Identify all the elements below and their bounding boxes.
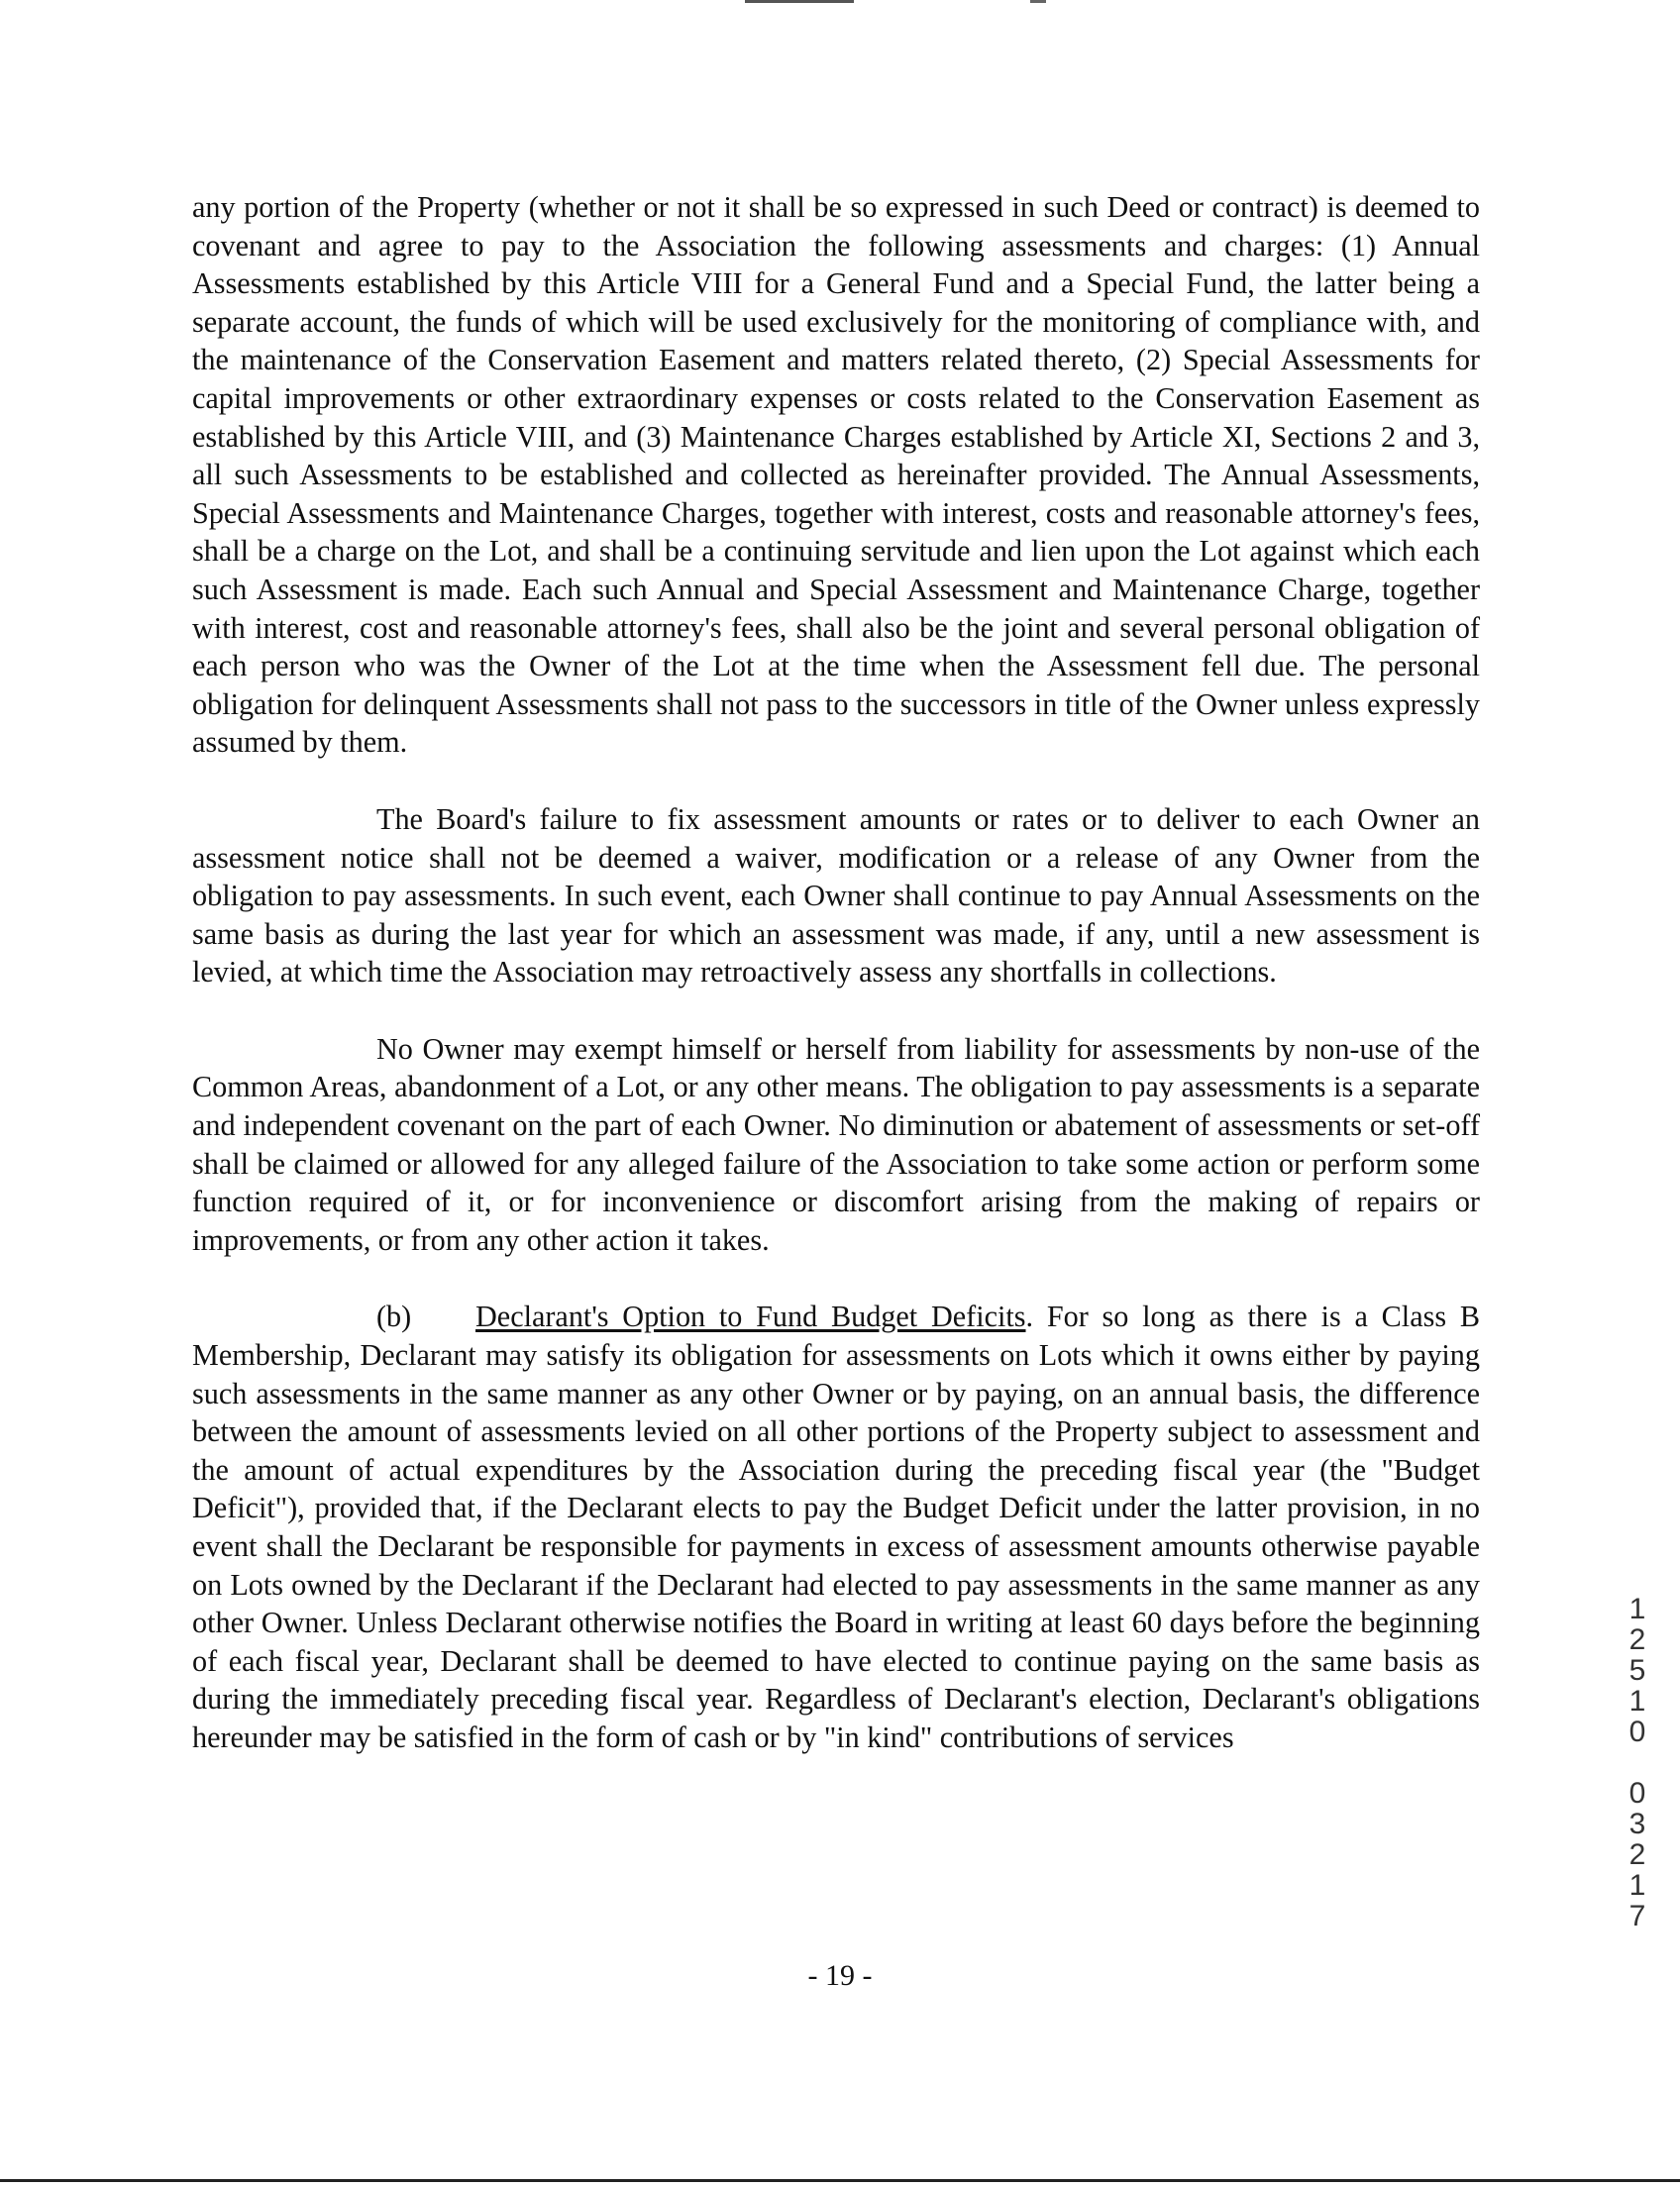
scan-artifact-top-small <box>1030 0 1046 3</box>
paragraph-board-failure: The Board's failure to fix assessment amounts or rates or to deliver to each Owner an assessment notice shall not be deemed a waiver, modification or a release of any Owner from the obligation to pay assessments. In such event, each Owner shall continue to pay Annual Assessments on the same basis as during the last year for which an assessment was made, if any, until a new assessment is levied, at which time the Association may retroactively assess any shortfalls in collections. <box>192 801 1480 990</box>
stamp-char: 7 <box>1628 1900 1646 1932</box>
scan-artifact-top <box>745 0 854 3</box>
stamp-char: 3 <box>1628 1808 1646 1840</box>
stamp-char: 0 <box>1628 1777 1646 1810</box>
stamp-char: 1 <box>1628 1869 1646 1902</box>
document-body <box>192 188 1480 1796</box>
stamp-char: 2 <box>1628 1838 1646 1871</box>
subsection-letter: (b) <box>376 1300 412 1334</box>
subsection-body: . For so long as there is a Class B Membership, Declarant may satisfy its obligation for assessments on Lots which it owns either by paying such assessments in the same manner as any other Owner or by paying, on an annual basis, the difference between the amount of assessments levied on all other portions of the Property subject to assessment and the amount of actual expenditures by the Association during the preceding fiscal year (the "Budget Deficit"), provided that, if the Declarant elects to pay the Budget Deficit under the latter provision, in no event shall the Declarant be responsible for payments in excess of assessment amounts otherwise payable on Lots owned by the Declarant if the Declarant had elected to pay assessments in the same manner as any other Owner. Unless Declarant otherwise notifies the Board in writing at least 60 days before the beginning of each fiscal year, Declarant shall be deemed to have elected to continue paying on the same basis as during the immediately preceding fiscal year. Regardless of Declarant's election, Declarant's obligations hereunder may be satisfied in the form of cash or by "in kind" contributions of services <box>192 1300 1480 1754</box>
stamp-char: 0 <box>1628 1716 1646 1748</box>
subsection-heading: Declarant's Option to Fund Budget Deficits <box>475 1300 1026 1334</box>
paragraph-no-exemption: No Owner may exempt himself or herself from liability for assessments by non-use of the Common Areas, abandonment of a Lot, or any other means. The obligation to pay assessments is a separate and independent covenant on the part of each Owner. No diminution or abatement of assessments or set-off shall be claimed or allowed for any alleged failure of the Association to take some action or perform some function required of it, or for inconvenience or discomfort arising from the making of repairs or improvements, or from any other action it takes. <box>192 1031 1480 1257</box>
paragraph-declarant-option <box>192 1298 1480 1756</box>
recording-stamp <box>1603 1595 1672 1932</box>
scan-edge-bottom <box>0 2179 1680 2182</box>
stamp-char: 1 <box>1628 1685 1646 1718</box>
stamp-char: 2 <box>1628 1623 1646 1656</box>
stamp-char: 1 <box>1628 1593 1646 1625</box>
paragraph-assessment-obligation: any portion of the Property (whether or not it shall be so expressed in such Deed or contract) is deemed to covenant and agree to pay to the Association the following assessments and charges: (1) Annual Assessments established by this Article VIII for a General Fund and a Special Fund, the latter being a separate account, the funds of which will be used exclusively for the monitoring of compliance with, and the maintenance of the Conservation Easement and matters related thereto, (2) Special Assessments for capital improvements or other extraordinary expenses or costs related to the Conservation Easement as established by this Article VIII, and (3) Maintenance Charges established by Article XI, Sections 2 and 3, all such Assessments to be established and collected as hereinafter provided. The Annual Assessments, Special Assessments and Maintenance Charges, together with interest, costs and reasonable attorney's fees, shall be a charge on the Lot, and shall be a continuing servitude and lien upon the Lot against which each such Assessment is made. Each such Annual and Special Assessment and Maintenance Charge, together with interest, cost and reasonable attorney's fees, shall also be the joint and several personal obligation of each person who was the Owner of the Lot at the time when the Assessment fell due. The personal obligation for delinquent Assessments shall not pass to the successors in title of the Owner unless expressly assumed by them. <box>192 190 1480 760</box>
page-number: - 19 - <box>807 1959 873 1992</box>
stamp-gap <box>1603 1748 1672 1779</box>
stamp-char: 5 <box>1628 1654 1646 1687</box>
